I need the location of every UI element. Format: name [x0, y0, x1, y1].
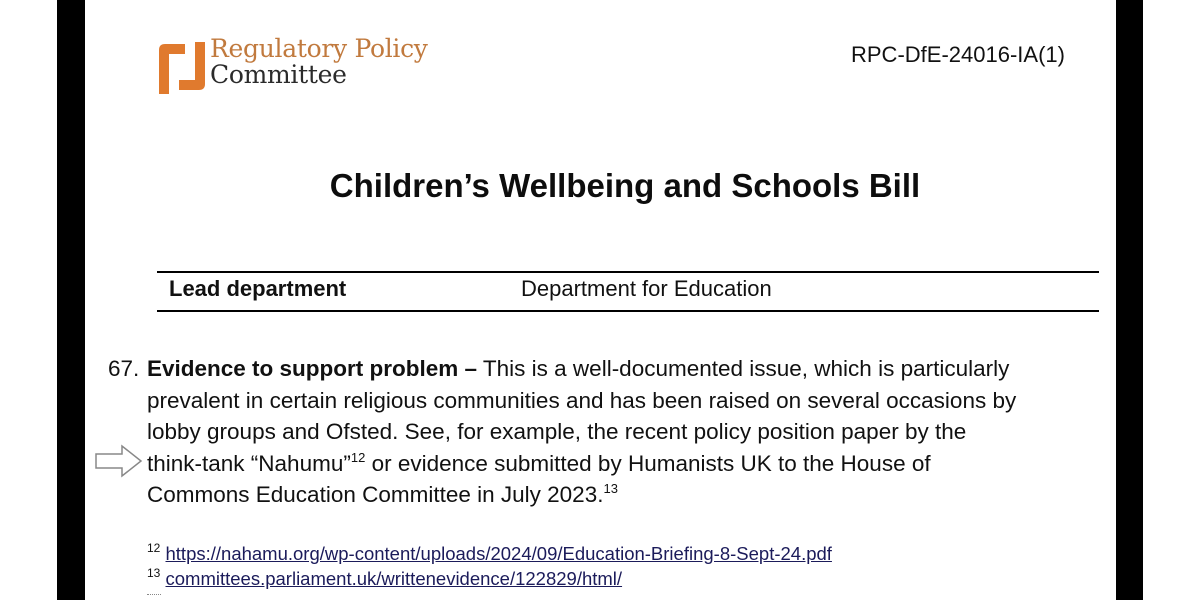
document-title: Children’s Wellbeing and Schools Bill	[329, 167, 921, 204]
footnote-number: 13	[147, 566, 161, 580]
paragraph-line: or evidence submitted by Humanists UK to the House of	[365, 450, 931, 476]
footnote-ref-12[interactable]: 12	[350, 449, 366, 465]
paragraph-heading: Evidence to support problem –	[147, 356, 478, 381]
table-bottom-rule	[157, 310, 1099, 312]
lead-department-value: Department for Education	[521, 276, 772, 301]
footnote-link-nahamu[interactable]: https://nahamu.org/wp-content/uploads/2024/09/Education-Briefing-8-Sept-24.pdf	[165, 543, 832, 564]
logo-line-1: Regulatory Policy	[210, 34, 428, 63]
paragraph-line: lobby groups and Ofsted. See, for example, the recent policy position paper by the	[147, 419, 967, 444]
arrow-right-icon	[94, 444, 144, 478]
footnote-ref-13[interactable]: 13	[603, 481, 618, 496]
footnote-number: 12	[147, 541, 161, 555]
footnote-link-parliament[interactable]: committees.parliament.uk/writtenevidence/122829/html/	[165, 568, 623, 589]
lead-department-label: Lead department	[169, 276, 347, 301]
paragraph-line: This is a well-documented issue, which is particularly	[477, 356, 1010, 381]
left-black-border	[57, 0, 85, 600]
logo-text	[210, 36, 428, 88]
paragraph-line: Commons Education Committee in July 2023.	[147, 482, 604, 507]
table-top-rule	[157, 271, 1099, 273]
paragraph-body	[147, 353, 1127, 511]
rpc-logo-icon	[155, 38, 211, 98]
logo-line-2: Committee	[210, 60, 347, 89]
paragraph-number: 67.	[108, 356, 140, 381]
footnote-13	[147, 568, 622, 590]
document-reference: RPC-DfE-24016-IA(1)	[851, 42, 1065, 67]
paragraph-line: think-tank “Nahumu”	[147, 450, 351, 476]
footnote-12	[147, 543, 832, 565]
paragraph-line: prevalent in certain religious communities and has been raised on several occasions by	[147, 387, 1017, 413]
cut-off-footnote-marker	[147, 594, 161, 597]
